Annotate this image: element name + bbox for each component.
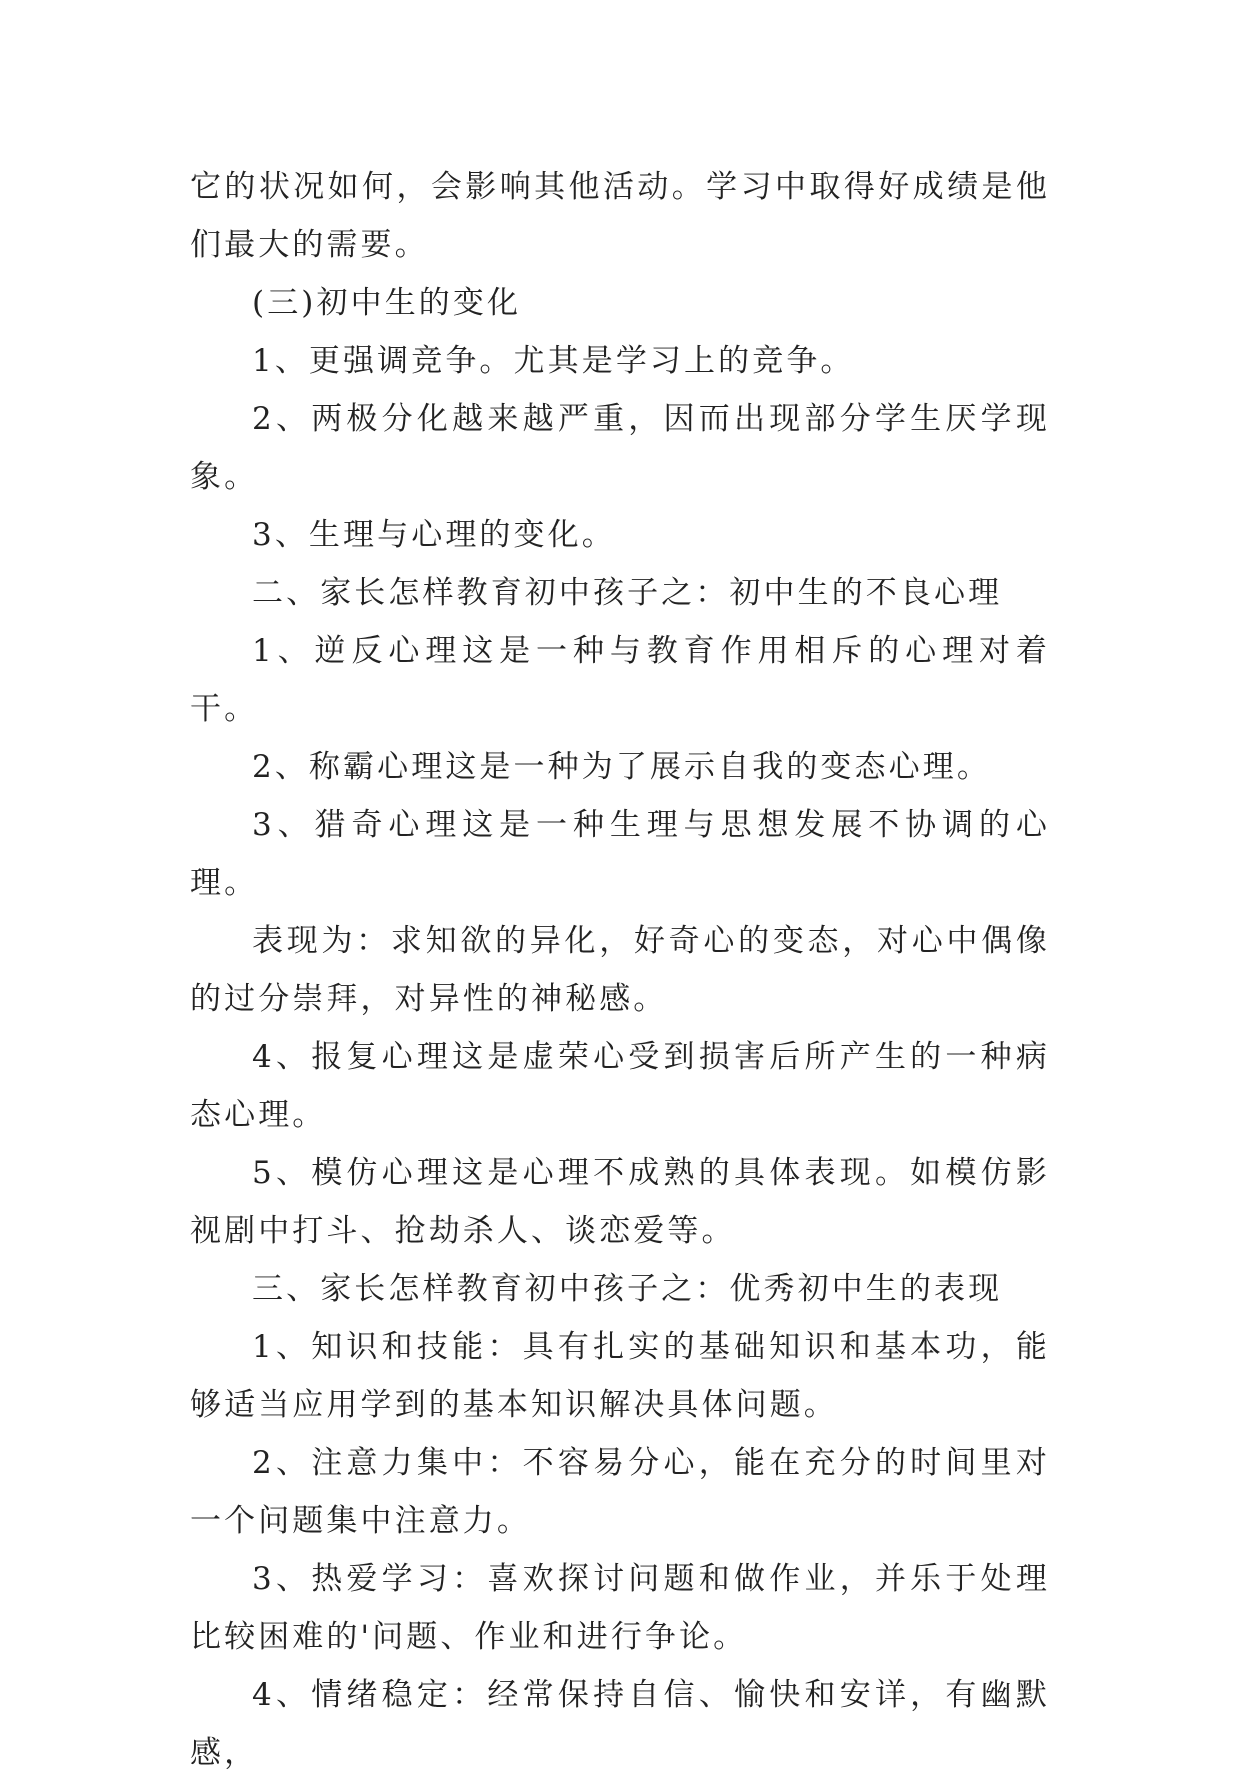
document-body <box>190 158 1050 1782</box>
list-item: 4、报复心理这是虚荣心受到损害后所产生的一种病态心理。 <box>190 1039 1050 1133</box>
list-item: 1、更强调竞争。尤其是学习上的竞争。 <box>252 343 855 379</box>
section-heading: 三、家长怎样教育初中孩子之：优秀初中生的表现 <box>252 1271 1003 1307</box>
section-heading: (三)初中生的变化 <box>252 285 522 321</box>
list-item: 3、生理与心理的变化。 <box>252 517 616 553</box>
list-item: 5、模仿心理这是心理不成熟的具体表现。如模仿影视剧中打斗、抢劫杀人、谈恋爱等。 <box>190 1155 1050 1249</box>
paragraph: 它的状况如何，会影响其他活动。学习中取得好成绩是他们最大的需要。 <box>190 169 1050 263</box>
list-item: 2、称霸心理这是一种为了展示自我的变态心理。 <box>252 749 991 785</box>
list-item: 2、注意力集中：不容易分心，能在充分的时间里对一个问题集中注意力。 <box>190 1445 1050 1539</box>
list-item: 3、热爱学习：喜欢探讨问题和做作业，并乐于处理比较困难的'问题、作业和进行争论。 <box>190 1561 1050 1655</box>
list-item: 1、逆反心理这是一种与教育作用相斥的心理对着干。 <box>190 633 1050 727</box>
paragraph: 表现为：求知欲的异化，好奇心的变态，对心中偶像的过分崇拜，对异性的神秘感。 <box>190 923 1050 1017</box>
list-item: 1、知识和技能：具有扎实的基础知识和基本功，能够适当应用学到的基本知识解决具体问题。 <box>190 1329 1050 1423</box>
list-item: 3、猎奇心理这是一种生理与思想发展不协调的心理。 <box>190 807 1050 901</box>
section-heading: 二、家长怎样教育初中孩子之：初中生的不良心理 <box>252 575 1003 611</box>
list-item: 2、两极分化越来越严重，因而出现部分学生厌学现象。 <box>190 401 1050 495</box>
list-item: 4、情绪稳定：经常保持自信、愉快和安详，有幽默感， <box>190 1677 1050 1771</box>
